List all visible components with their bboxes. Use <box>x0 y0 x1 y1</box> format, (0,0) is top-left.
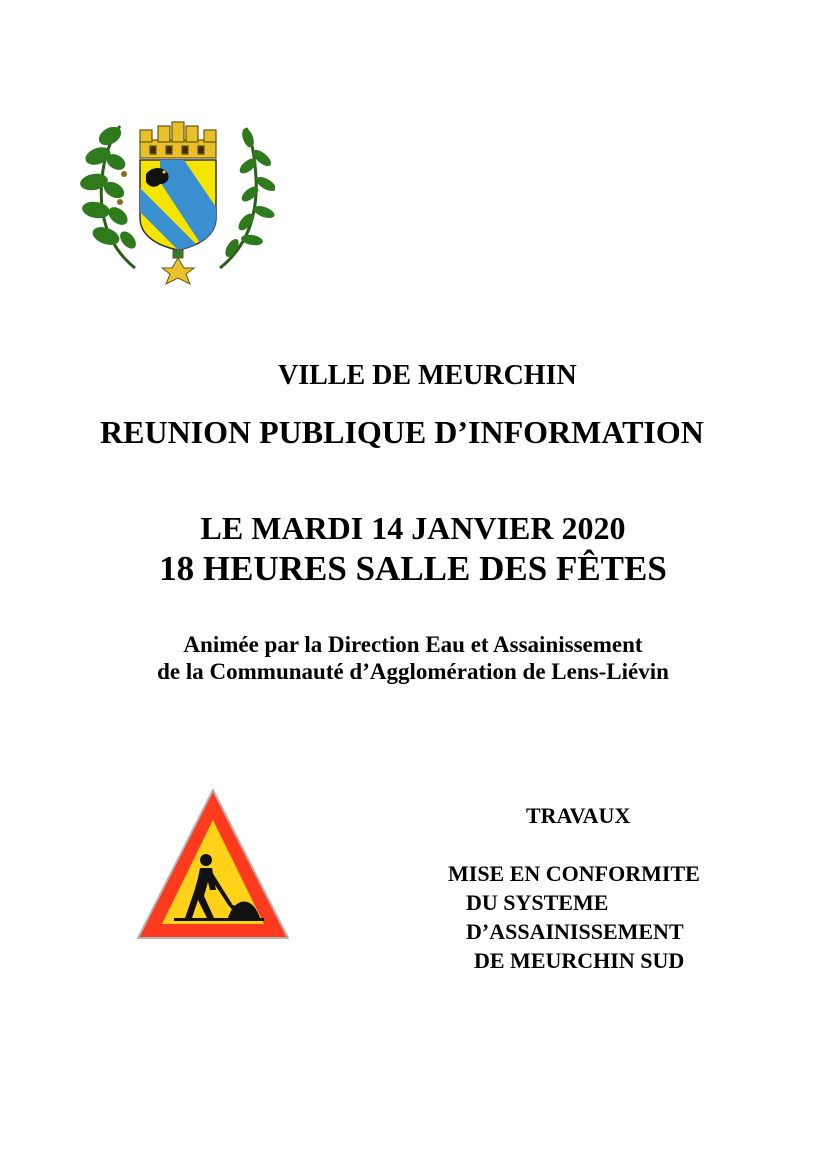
mural-crown <box>140 122 216 158</box>
meeting-title: REUNION PUBLIQUE D’INFORMATION <box>100 414 704 450</box>
host-line-1: Animée par la Direction Eau et Assainissement <box>183 632 643 657</box>
host-line-2: de la Communauté d’Agglomération de Lens-Liévin <box>157 659 669 684</box>
coat-of-arms-icon <box>80 118 275 286</box>
works-title: TRAVAUX <box>526 803 631 828</box>
laurel-branch-right <box>220 127 275 268</box>
works-line: DU SYSTEME <box>466 890 609 915</box>
works-line: MISE EN CONFORMITE <box>448 861 700 886</box>
event-date: LE MARDI 14 JANVIER 2020 <box>200 510 626 546</box>
war-cross-medal <box>162 250 194 284</box>
oak-branch-left <box>80 123 139 268</box>
shield <box>140 160 230 252</box>
works-line: D’ASSAINISSEMENT <box>466 919 684 944</box>
town-name: VILLE DE MEURCHIN <box>278 360 577 391</box>
works-line: DE MEURCHIN SUD <box>474 948 685 973</box>
event-time-place: 18 HEURES SALLE DES FÊTES <box>159 549 667 588</box>
roadworks-warning-icon <box>134 786 292 946</box>
